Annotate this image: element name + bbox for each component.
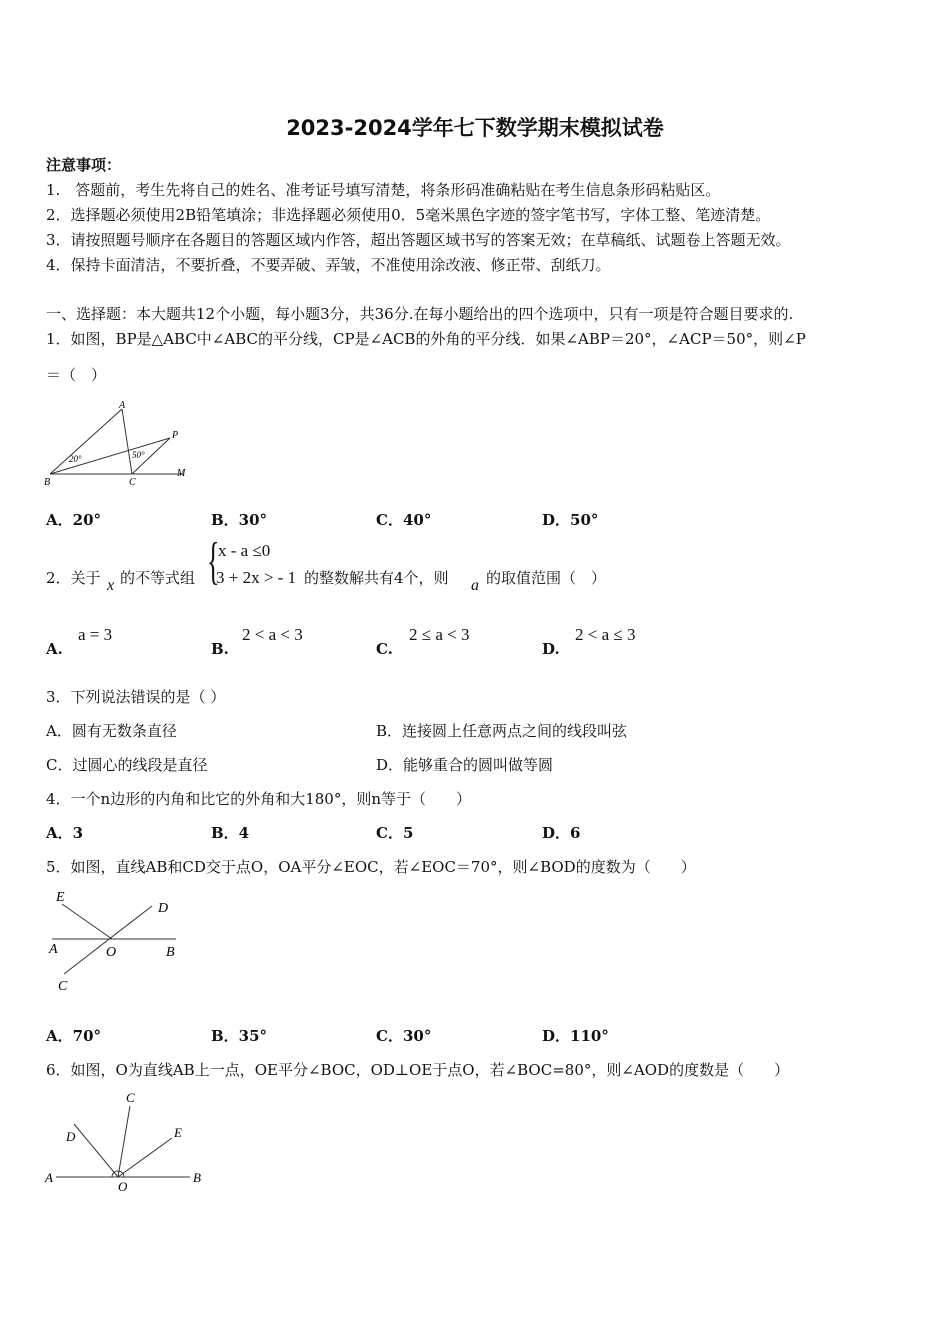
figure-angle-50: 50°: [132, 450, 145, 460]
q4-option-d: D．6: [542, 824, 581, 842]
notice-item: 2．选择题必须使用2B铅笔填涂；非选择题必须使用0．5毫米黑色字迹的签字笔书写，字体工整、笔迹清楚。: [46, 206, 771, 224]
question-3-stem: 3．下列说法错误的是（ ）: [46, 688, 226, 706]
figure-label-A: A: [45, 1170, 53, 1185]
figure-label-C: C: [129, 477, 136, 488]
question-5-stem: 5．如图，直线AB和CD交于点O，OA平分∠EOC，若∠EOC＝70°，则∠BOD的度数为（ ）: [46, 858, 696, 876]
q2-option-c-label: C.: [376, 640, 393, 658]
q2-option-b-value: 2 < a < 3: [242, 625, 303, 644]
notice-item: 1. 答题前，考生先将自己的姓名、准考证号填写清楚，将条形码准确粘贴在考生信息条形码粘贴区。: [46, 181, 721, 199]
q2-option-d-label: D.: [542, 640, 560, 658]
q1-option-d: D．50°: [542, 511, 599, 529]
q2-option-a-label: A.: [46, 640, 63, 658]
question-1-stem: 1．如图，BP是△ABC中∠ABC的平分线，CP是∠ACB的外角的平分线．如果∠ABP＝20°，∠ACP＝50°，则∠P: [46, 330, 806, 348]
notice-item: 4．保持卡面清洁，不要折叠，不要弄破、弄皱，不准使用涂改液、修正带、刮纸刀。: [46, 256, 611, 274]
q2-option-b-label: B.: [211, 640, 229, 658]
question-1-stem-cont: ＝（ ）: [46, 366, 107, 384]
q4-option-a: A．3: [46, 824, 84, 842]
figure-label-D: D: [66, 1129, 76, 1144]
q1-option-b: B．30°: [211, 511, 268, 529]
q4-option-b: B．4: [211, 824, 250, 842]
q1-option-c: C．40°: [376, 511, 432, 529]
q2-option-c-value: 2 ≤ a < 3: [409, 625, 470, 644]
q5-option-c: C．30°: [376, 1027, 432, 1045]
question-6-figure: [40, 1088, 212, 1196]
section-heading: 一、选择题：本大题共12个小题，每小题3分，共36分.在每小题给出的四个选项中，只有一项是符合题目要求的.: [46, 305, 794, 323]
q1-option-a: A．20°: [46, 511, 102, 529]
figure-label-D: D: [158, 901, 169, 916]
figure-label-B: B: [166, 945, 175, 960]
figure-label-C: C: [126, 1090, 135, 1105]
figure-label-O: O: [106, 945, 117, 960]
figure-angle-20: 20°: [69, 454, 82, 464]
notice-item: 3．请按照题号顺序在各题目的答题区域内作答，超出答题区域书写的答案无效；在草稿纸、试题卷上答题无效。: [46, 231, 791, 249]
var-x: x: [107, 577, 115, 594]
page-title: 2023-2024学年七下数学期末模拟试卷: [286, 116, 664, 140]
notice-heading: 注意事项：: [46, 156, 122, 174]
figure-label-E: E: [174, 1125, 182, 1140]
q5-option-d: D．110°: [542, 1027, 609, 1045]
q3-option-a: A．圆有无数条直径: [46, 722, 177, 740]
q4-option-c: C．5: [376, 824, 414, 842]
q5-option-b: B．35°: [211, 1027, 268, 1045]
figure-label-B: B: [44, 477, 51, 488]
q3-option-d: D．能够重合的圆叫做等圆: [376, 756, 554, 774]
figure-label-A: A: [49, 942, 58, 957]
q2-option-d-value: 2 < a ≤ 3: [575, 625, 636, 644]
question-1-figure: [44, 396, 194, 490]
system-line-2: 3 + 2x > - 1: [216, 568, 297, 587]
brace: {: [207, 533, 220, 590]
question-6-stem: 6．如图，O为直线AB上一点，OE平分∠BOC，OD⊥OE于点O，若∠BOC=80°，则∠AOD的度数是（ ）: [46, 1061, 790, 1079]
question-2-suffix-2: 的取值范围（ ）: [486, 569, 607, 587]
figure-label-O: O: [118, 1179, 128, 1194]
question-2-prefix: 2．关于: [46, 569, 101, 587]
figure-label-C: C: [58, 979, 68, 994]
q2-option-a-value: a = 3: [78, 625, 113, 644]
question-2-mid: 的不等式组: [120, 569, 196, 587]
q3-option-c: C．过圆心的线段是直径: [46, 756, 208, 774]
question-4-stem: 4．一个n边形的内角和比它的外角和大180°，则n等于（ ）: [46, 790, 471, 808]
figure-label-P: P: [172, 430, 179, 441]
system-line-1: x - a ≤0: [218, 541, 271, 560]
var-a: a: [471, 577, 479, 594]
figure-label-M: M: [177, 468, 186, 479]
q5-option-a: A．70°: [46, 1027, 102, 1045]
question-5-figure: [44, 884, 190, 994]
figure-label-B: B: [193, 1170, 201, 1185]
figure-label-A: A: [119, 400, 126, 411]
q3-option-b: B．连接圆上任意两点之间的线段叫弦: [376, 722, 628, 740]
figure-label-E: E: [56, 890, 65, 905]
question-2-suffix-1: 的整数解共有4个，则: [304, 569, 449, 587]
